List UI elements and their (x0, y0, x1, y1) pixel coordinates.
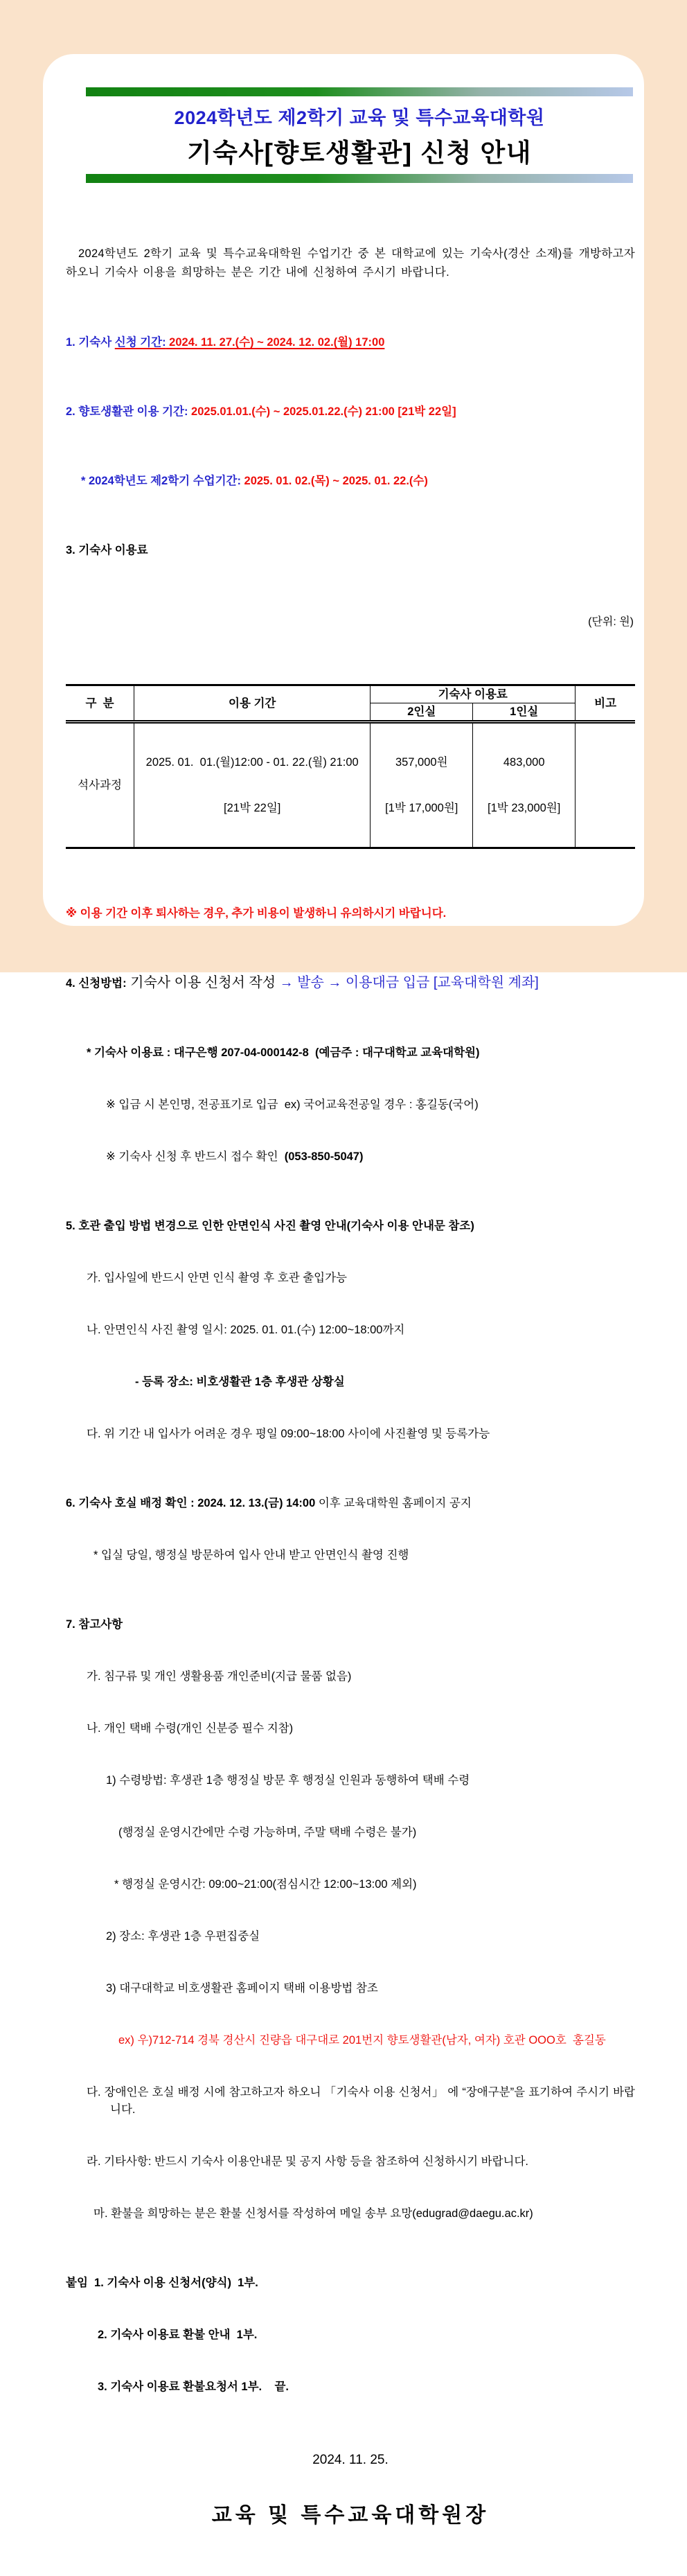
item-class-period (66, 473, 635, 490)
item6-rest: 이후 교육대학원 홈페이지 공지 (315, 1497, 472, 1509)
bank-account-line: * 기숙사 이용료 : 대구은행 207-04-000142-8 (예금주 : 대구대학교 교육대학원) (87, 1046, 480, 1059)
item6-bold: 6. 기숙사 호실 배정 확인 : 2024. 12. 13.(금) 14:00 (66, 1497, 316, 1509)
col-header-double-room: 2인실 (371, 703, 473, 722)
cell-note (576, 722, 635, 848)
item-reference: 7. 참고사항 (66, 1618, 123, 1631)
parcel-place: 2) 장소: 후생관 1층 우편집중실 (106, 1930, 260, 1943)
item2-sub-label: * 2024학년도 제2학기 수업기간: (81, 475, 244, 487)
header-bottom-gradient-bar (86, 174, 633, 183)
parcel-method: 1) 수령방법: 후생관 1층 행정실 방문 후 행정실 인원과 동행하여 택배 수령 (106, 1774, 470, 1787)
attachment-line-3: 3. 기숙사 이용료 환불요청서 1부. 끝. (98, 2381, 289, 2393)
single-room-per-night: [1박 23,000원] (488, 802, 561, 814)
single-room-total: 483,000 (503, 756, 545, 769)
office-hours-note: * 행정실 운영시간: 09:00~21:00(점심시간 12:00~13:00 제외) (114, 1878, 417, 1891)
double-room-per-night: [1박 17,000원] (385, 802, 458, 814)
col-header-note: 비고 (576, 685, 635, 722)
deposit-name-note: ※ 입금 시 본인명, 전공표기로 입금 ex) 국어교육전공일 경우 : 홍길동(국어) (106, 1098, 479, 1111)
col-header-single-room: 1인실 (473, 703, 576, 722)
table-row (66, 722, 635, 848)
item4-step1: 기숙사 이용 신청서 작성 (126, 975, 280, 990)
registration-place: - 등록 장소: 비호생활관 1층 후생관 상황실 (135, 1376, 345, 1388)
face-recognition-da: 다. 위 기간 내 입사가 어려운 경우 평일 09:00~18:00 사이에 사진촬영 및 등록가능 (87, 1428, 490, 1440)
col-header-period: 이용 기간 (134, 685, 371, 722)
document-title: 기숙사[향토생활관] 신청 안내 (186, 139, 533, 167)
face-recognition-na: 나. 안면인식 사진 촬영 일시: 2025. 01. 01.(수) 12:00~18:00까지 (87, 1324, 405, 1336)
item-face-recognition: 5. 호관 출입 방법 변경으로 인한 안면인식 사진 촬영 안내(기숙사 이용 안내문 참조) (66, 1220, 474, 1232)
item-usage-period (66, 403, 635, 421)
checkout-fee-warning: ※ 이용 기간 이후 퇴사하는 경우, 추가 비용이 발생하니 유의하시기 바랍니다. (66, 907, 447, 920)
item-application-method (66, 974, 635, 992)
double-room-total: 357,000원 (395, 756, 448, 769)
item1-label: 1. 기숙사 (66, 336, 115, 349)
parcel-homepage-ref: 3) 대구대학교 비호생활관 홈페이지 택배 이용방법 참조 (106, 1982, 378, 1995)
item2-dates: 2025.01.01.(수) ~ 2025.01.22.(수) 21:00 [21박 22일] (191, 405, 456, 418)
signature-dean: 교육 및 특수교육대학원장 (211, 2504, 490, 2527)
notice-card (43, 54, 644, 2527)
cell-category: 석사과정 (78, 779, 122, 791)
attachment-label: 붙임 (66, 2277, 95, 2289)
item2-label: 2. 향토생활관 이용 기간: (66, 405, 192, 418)
item1-dates: 2024. 11. 27.(수) ~ 2024. 12. 02.(월) 17:00 (166, 336, 385, 349)
reference-ga: 가. 침구류 및 개인 생활용품 개인준비(지급 물품 없음) (87, 1670, 352, 1683)
attachment-line-2: 2. 기숙사 이용료 환불 안내 1부. (98, 2329, 258, 2341)
item-room-assignment (66, 1495, 635, 1512)
item-fee-heading: 3. 기숙사 이용료 (66, 544, 148, 557)
item2-sub-dates: 2025. 01. 02.(목) ~ 2025. 01. 22.(수) (244, 475, 428, 487)
cell-period-dates: 2025. 01. 01.(월)12:00 - 01. 22.(월) 21:00 (145, 756, 359, 769)
reference-ma-refund: 마. 환불을 희망하는 분은 환불 신청서를 작성하여 메일 송부 요망(edugrad@daegu.ac.kr) (93, 2207, 533, 2220)
contact-phone: (053-850-5047) (284, 1150, 364, 1163)
header-top-gradient-bar (86, 87, 633, 96)
receipt-check-note (66, 1148, 635, 1166)
item1-underlined (115, 336, 385, 349)
col-header-fee-group: 기숙사 이용료 (371, 685, 576, 703)
item-application-period (66, 334, 635, 351)
item4-label: 4. 신청방법: (66, 977, 127, 990)
parcel-address-example: ex) 우)712-714 경북 경산시 진량읍 대구대로 201번지 향토생활관(남자, 여자) 호관 OOO호 홍길동 (118, 2034, 606, 2047)
item4-steps-blue: → 발송 → 이용대금 입금 [교육대학원 계좌] (279, 975, 539, 990)
reference-na: 나. 개인 택배 수령(개인 신분증 필수 지참) (87, 1722, 294, 1735)
fee-table (66, 684, 635, 849)
attachment-line-1 (66, 2275, 635, 2292)
cell-period-nights: [21박 22일] (224, 802, 281, 814)
col-header-category: 구 분 (66, 685, 134, 722)
item1-label-underlined: 신청 기간: (114, 336, 166, 349)
document-date: 2024. 11. 25. (312, 2453, 389, 2467)
document-subtitle: 2024학년도 제2학기 교육 및 특수교육대학원 (174, 107, 545, 128)
intro-paragraph: 2024학년도 2학기 교육 및 특수교육대학원 수업기간 중 본 대학교에 있는 기숙사(경산 소재)를 개방하고자 하오니 기숙사 이용을 희망하는 분은 기간 내에 신청하여 주시기 바랍니다. (66, 247, 640, 279)
header (86, 87, 633, 183)
parcel-method-note: (행정실 운영시간에만 수령 가능하며, 주말 택배 수령은 불가) (118, 1826, 417, 1839)
checkin-day-note: * 입실 당일, 행정실 방문하여 입사 안내 받고 안면인식 촬영 진행 (93, 1549, 409, 1561)
cell-double-room-fee (371, 722, 473, 848)
reference-da-disability: 다. 장애인은 호실 배정 시에 참고하고자 하오니 「기숙사 이용 신청서」 에 “장애구분”을 표기하여 주시기 바랍니다. (87, 2086, 635, 2116)
document-body (43, 183, 644, 2576)
attachment-1: 1. 기숙사 이용 신청서(양식) 1부. (94, 2277, 258, 2289)
reference-ra-etc: 라. 기타사항: 반드시 기숙사 이용안내문 및 공지 사항 등을 참조하여 신청하시기 바랍니다. (87, 2155, 528, 2168)
receipt-check-text: ※ 기숙사 신청 후 반드시 접수 확인 (106, 1150, 285, 1163)
cell-single-room-fee (473, 722, 576, 848)
face-recognition-ga: 가. 입사일에 반드시 안면 인식 촬영 후 호관 출입가능 (87, 1272, 347, 1284)
cell-period (134, 722, 371, 848)
table-unit-note: (단위: 원) (588, 616, 634, 628)
